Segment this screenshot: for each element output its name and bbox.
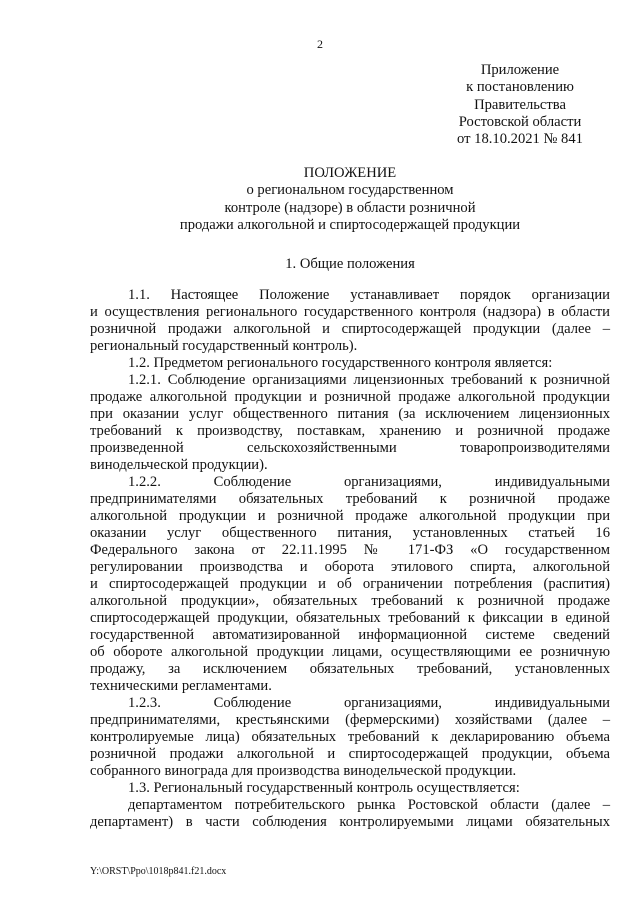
- body-line: 1.2.1. Соблюдение организациями лицензионных требований к розничной: [128, 372, 610, 388]
- page-number: 2: [317, 37, 323, 51]
- body-line: спиртосодержащей продукции, обязательных требований к фиксации в единой: [90, 610, 610, 626]
- body-line: предпринимателями, крестьянскими (фермерскими) хозяйствами (далее –: [90, 712, 610, 728]
- file-path-footer: Y:\ORST\Ppo\1018p841.f21.docx: [90, 866, 227, 877]
- body-line: об обороте алкогольной продукции лицами, осуществляющими ее розничную: [90, 644, 610, 660]
- body-line: винодельческой продукции).: [90, 457, 268, 473]
- body-line: и спиртосодержащей продукции и об ограничении потребления (распития): [90, 576, 610, 592]
- body-line: 1.3. Региональный государственный контроль осуществляется:: [128, 780, 520, 796]
- title-heading: ПОЛОЖЕНИЕ: [303, 165, 397, 181]
- body-line: регулировании производства и оборота этилового спирта, алкогольной: [90, 559, 610, 575]
- body-line: произведенной сельскохозяйственными товаропроизводителями: [90, 440, 610, 456]
- body-line: алкогольной продукции», обязательных требований к розничной продаже: [90, 593, 610, 609]
- attachment-line: Правительства: [474, 96, 566, 113]
- attachment-note: [450, 62, 590, 148]
- body-line: техническими регламентами.: [90, 678, 272, 694]
- body-line: Федерального закона от 22.11.1995 № 171-ФЗ «О государственном: [90, 542, 610, 558]
- section-heading: 1. Общие положения: [285, 256, 415, 272]
- body-line: предпринимателями обязательных требований к розничной продаже: [90, 491, 610, 507]
- title-subtitle-line: о региональном государственном: [246, 182, 454, 199]
- body-line: требований к производству, поставкам, хранению и розничной продаже: [90, 423, 610, 439]
- title-subtitle-line: контроле (надзоре) в области розничной: [224, 199, 476, 216]
- body-line: 1.2.3. Соблюдение организациями, индивидуальными: [128, 695, 610, 711]
- body-line: алкогольной продукции и розничной продаже алкогольной продукции при: [90, 508, 610, 524]
- body-line: розничной продажи алкогольной и спиртосодержащей продукции (далее –: [90, 321, 610, 337]
- attachment-line: к постановлению: [466, 79, 574, 96]
- body-line: 1.2.2. Соблюдение организациями, индивидуальными: [128, 474, 610, 490]
- document-title: [90, 165, 610, 234]
- title-subtitle-line: продажи алкогольной и спиртосодержащей продукции: [179, 216, 521, 233]
- body-line: продаже алкогольной продукции и розничной продаже алкогольной продукции: [90, 389, 610, 405]
- body-line: государственной автоматизированной информационной системе сведений: [90, 627, 610, 643]
- document-body: [90, 287, 610, 831]
- body-line: оказании услуг общественного питания, установленных статьей 16: [90, 525, 610, 541]
- body-line: и осуществления регионального государственного контроля (надзора) в области: [90, 304, 610, 320]
- attachment-line: от 18.10.2021 № 841: [457, 131, 583, 148]
- body-line: при оказании услуг общественного питания (за исключением лицензионных: [90, 406, 610, 422]
- body-line: региональный государственный контроль).: [90, 338, 358, 354]
- body-line: контролируемые лица) обязательных требований к декларированию объема: [90, 729, 610, 745]
- body-line: продажу, за исключением обязательных требований, установленных: [90, 661, 610, 677]
- body-line: департамент) в части соблюдения контролируемыми лицами обязательных: [90, 814, 610, 830]
- attachment-line: Ростовской области: [458, 113, 582, 130]
- body-line: собранного винограда для производства винодельческой продукции.: [90, 763, 517, 779]
- body-line: департаментом потребительского рынка Ростовской области (далее –: [128, 797, 610, 813]
- body-line: 1.1. Настоящее Положение устанавливает порядок организации: [128, 287, 610, 303]
- body-line: розничной продажи алкогольной и спиртосодержащей продукции, объема: [90, 746, 610, 762]
- body-line: 1.2. Предметом регионального государственного контроля является:: [128, 355, 553, 371]
- attachment-line: Приложение: [480, 62, 560, 78]
